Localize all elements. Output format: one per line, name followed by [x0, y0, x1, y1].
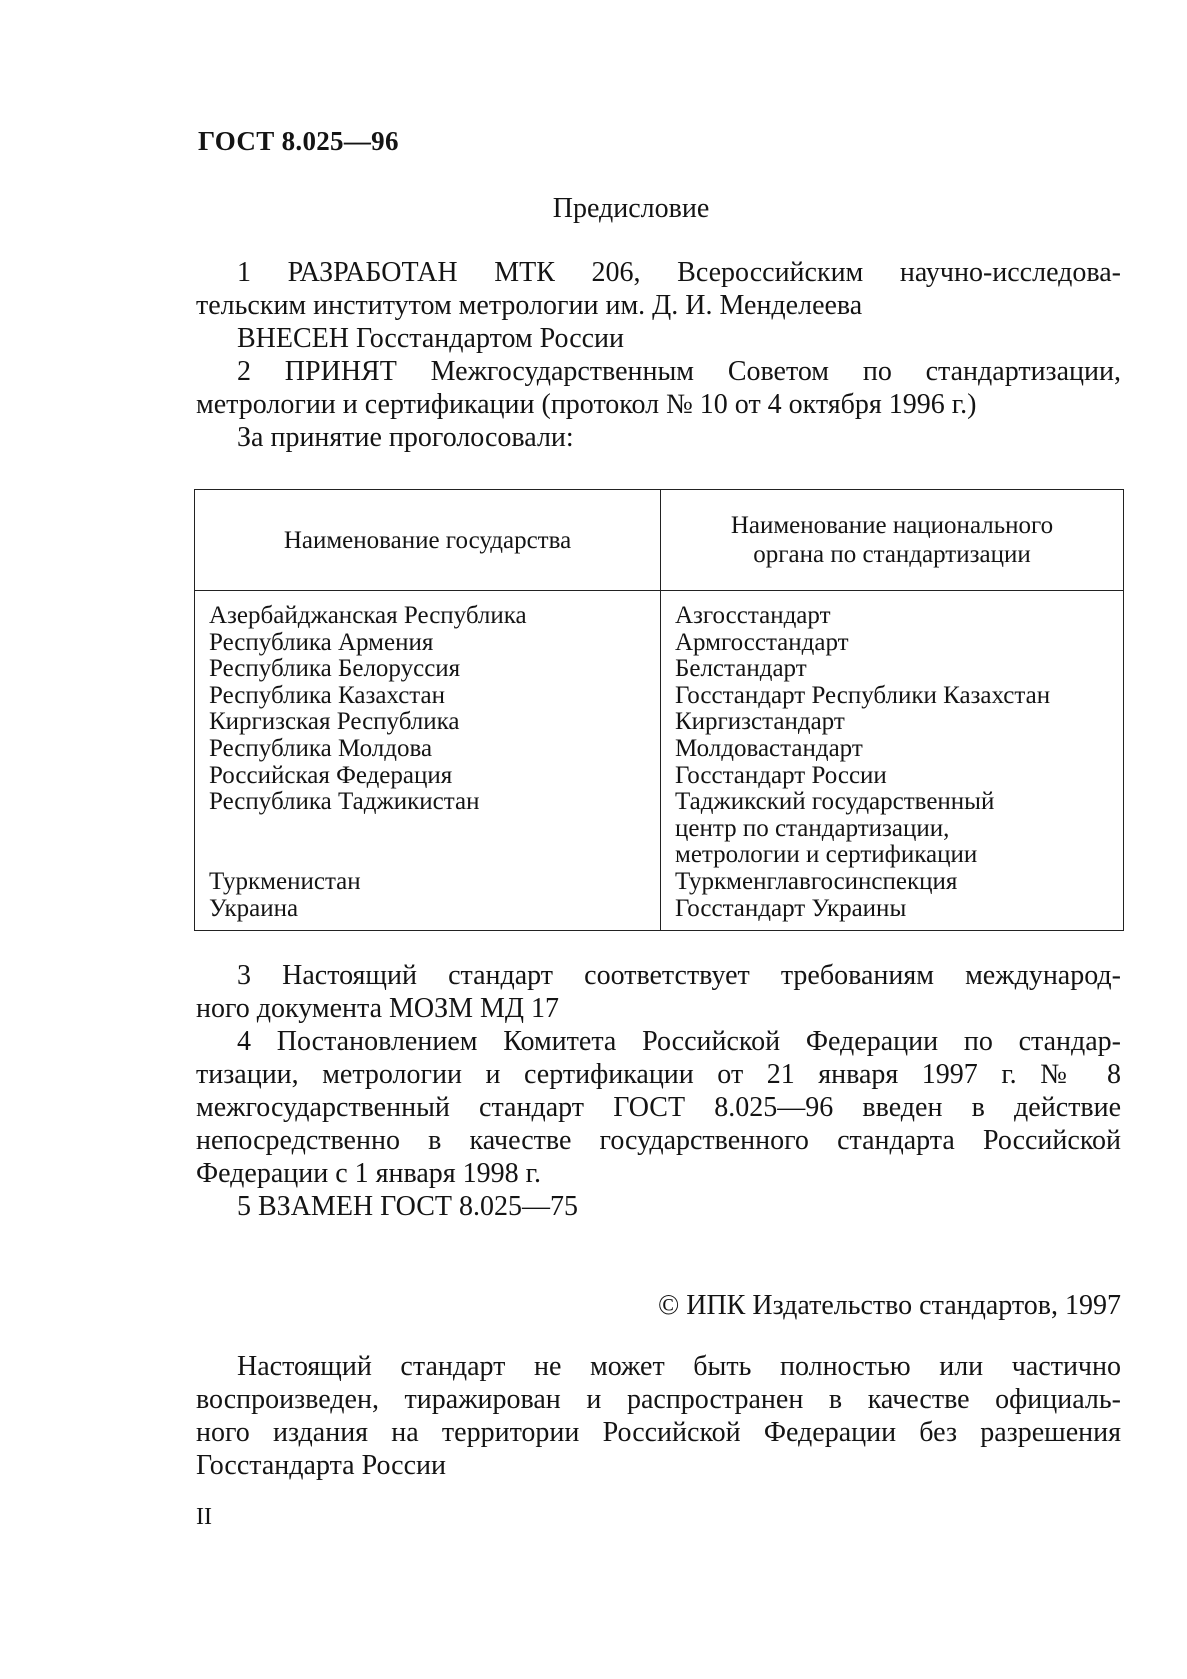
state-name: Российская Федерация [209, 761, 453, 789]
item-3-line-2: ного документа МОЗМ МД 17 [196, 993, 560, 1024]
body-name: Госстандарт России [675, 761, 887, 789]
body-name: Молдовастандарт [675, 734, 863, 762]
body-name: Таджикский государственный [675, 788, 995, 816]
after-table-section [196, 959, 1121, 1223]
item-1-line-2: тельским институтом метрологии им. Д. И. Менделеева [196, 290, 863, 321]
bodies-column [661, 591, 1124, 931]
item-1-line-1: 1 РАЗРАБОТАН МТК 206, Всероссийским научно-исследова- [237, 257, 1121, 288]
states-column [195, 591, 661, 931]
state-spacer [209, 842, 646, 869]
item-4-line-2: тизации, метрологии и сертификации от 21 января 1997 г. № 8 [196, 1059, 1121, 1090]
notice-line-3: ного издания на территории Российской Федерации без разрешения [196, 1417, 1121, 1448]
state-name: Украина [209, 894, 299, 922]
state-name: Республика Казахстан [209, 681, 445, 709]
state-name: Республика Таджикистан [209, 788, 480, 816]
body-name: Армгосстандарт [675, 628, 849, 656]
notice-line-1: Настоящий стандарт не может быть полностью или частично [237, 1351, 1121, 1382]
item-2-voted: За принятие проголосовали: [237, 422, 574, 453]
reproduction-notice [196, 1350, 1121, 1482]
body-name: метрологии и сертификации [675, 841, 978, 869]
item-4-line-4: непосредственно в качестве государственного стандарта Российской [196, 1125, 1121, 1156]
voting-states-table [194, 489, 1124, 931]
item-3-line-1: 3 Настоящий стандарт соответствует требованиям международ- [237, 960, 1121, 991]
table-body-row [195, 591, 1124, 931]
state-name: Киргизская Республика [209, 708, 460, 736]
item-2-line-2: метрологии и сертификации (протокол № 10 от 4 октября 1996 г.) [196, 389, 977, 420]
column-header-body: Наименование национального органа по стандартизации [661, 490, 1124, 591]
state-name: Республика Армения [209, 628, 434, 656]
foreword-section [196, 256, 1121, 454]
state-name: Туркменистан [209, 867, 361, 895]
page-title: Предисловие [552, 193, 710, 224]
state-spacer [209, 816, 646, 843]
table-header-row [195, 490, 1124, 591]
standard-code: ГОСТ 8.025—96 [198, 126, 399, 156]
copyright-notice: © ИПК Издательство стандартов, 1997 [657, 1290, 1121, 1321]
state-name: Республика Белоруссия [209, 655, 461, 683]
body-name: Туркменглавгосинспекция [675, 867, 958, 895]
state-name: Азербайджанская Республика [209, 602, 527, 629]
body-name: Госстандарт Республики Казахстан [675, 681, 1051, 709]
item-5-replaces: 5 ВЗАМЕН ГОСТ 8.025—75 [237, 1191, 578, 1222]
state-name: Республика Молдова [209, 734, 433, 762]
item-1-introduced: ВНЕСЕН Госстандартом России [237, 323, 625, 354]
column-header-state: Наименование государства [195, 490, 661, 591]
notice-line-2: воспроизведен, тиражирован и распространен в качестве официаль- [196, 1384, 1121, 1415]
item-4-line-5: Федерации с 1 января 1998 г. [196, 1158, 542, 1189]
item-2-line-1: 2 ПРИНЯТ Межгосударственным Советом по стандартизации, [237, 356, 1121, 387]
body-name: Киргизстандарт [675, 708, 845, 736]
body-name: Азгосстандарт [675, 602, 831, 629]
body-name: центр по стандартизации, [675, 814, 950, 842]
notice-line-4: Госстандарта России [196, 1450, 446, 1481]
item-4-line-1: 4 Постановлением Комитета Российской Федерации по стандар- [237, 1026, 1121, 1057]
page-number: II [196, 1504, 212, 1530]
body-name: Госстандарт Украины [675, 894, 907, 922]
item-4-line-3: межгосударственный стандарт ГОСТ 8.025—96 введен в действие [196, 1092, 1121, 1123]
body-name: Белстандарт [675, 655, 807, 683]
